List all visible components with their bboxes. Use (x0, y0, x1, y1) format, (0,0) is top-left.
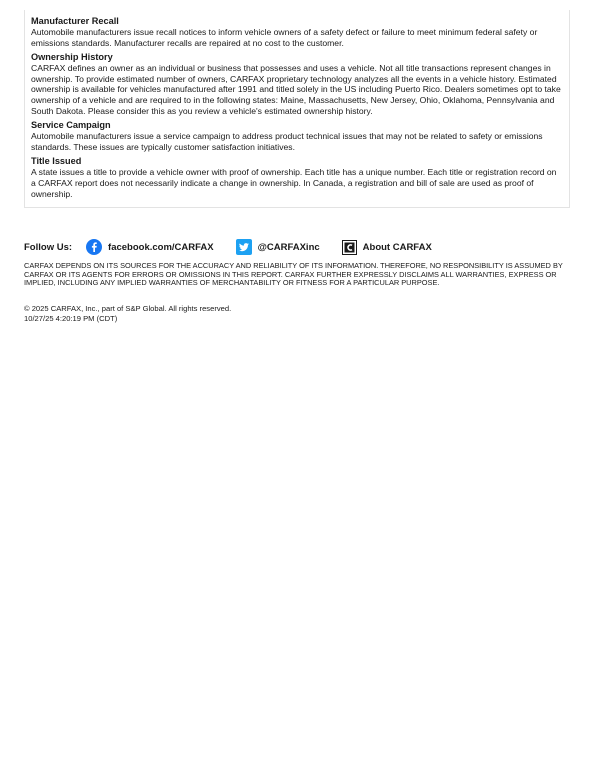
about-carfax-link[interactable] (342, 240, 432, 255)
footer-info (24, 304, 231, 323)
legal-disclaimer: CARFAX DEPENDS ON ITS SOURCES FOR THE ACCURACY AND RELIABILITY OF ITS INFORMATION. THEREFORE, NO RESPONSIBILITY IS ASSUMED BY CARFAX OR ITS AGENTS FOR ERRORS OR OMISSIONS IN THIS REPORT. CARFAX FURTHER EXPRESSLY DISCLAIMS ALL WARRANTIES, EXPRESS OR IMPLIED, INCLUDING ANY IMPLIED WARRANTIES OF MERCHANTABILITY OR FITNESS FOR A PARTICULAR PURPOSE. (24, 261, 563, 288)
copyright-text: © 2025 CARFAX, Inc., part of S&P Global. All rights reserved. (24, 304, 232, 313)
follow-us-bar (24, 238, 570, 256)
facebook-icon (86, 239, 102, 255)
twitter-link[interactable] (236, 239, 320, 255)
term-text: Automobile manufacturers issue a service campaign to address product technical issues that may not be related to safety or emissions standards. These issues are typically customer satisfaction initiatives. (31, 131, 543, 152)
term-text: Automobile manufacturers issue recall notices to inform vehicle owners of a safety defect or failure to meet minimum federal safety or emissions standards. Manufacturer recalls are repaired at no cost to the customer. (31, 27, 538, 48)
glossary-term-title-issued (31, 156, 563, 199)
follow-us-label: Follow Us: (24, 241, 73, 253)
term-title: Manufacturer Recall (31, 16, 119, 26)
report-timestamp: 10/27/25 4:20:19 PM (CDT) (24, 313, 118, 323)
term-text: CARFAX defines an owner as an individual or business that possesses and uses a vehicle. Not all title transactions represent changes in ownership. To provide estimated number of owners, CARFAX proprietary technology analyzes all the events in a vehicle history. Estimated ownership is available for vehicles manufactured after 1991 and titled solely in the US including Puerto Rico. Dealers sometimes opt to take ownership of a vehicle and are required to in the following states: Maine, Massachusetts, New Jersey, Ohio, Oklahoma, Pennsylvania and South Dakota. Please consider this as you review a vehicle's estimated ownership history. (31, 63, 561, 116)
facebook-link-text[interactable]: facebook.com/CARFAX (108, 241, 214, 253)
term-title: Service Campaign (31, 120, 111, 131)
about-carfax-text[interactable]: About CARFAX (362, 241, 432, 253)
glossary-term-manufacturer-recall (31, 16, 563, 48)
glossary-term-service-campaign (31, 120, 563, 152)
term-title: Ownership History (31, 52, 113, 63)
facebook-link[interactable] (86, 239, 214, 255)
glossary-section (24, 10, 570, 208)
twitter-icon (236, 239, 252, 255)
twitter-link-text[interactable]: @CARFAXinc (257, 241, 320, 253)
term-title: Title Issued (31, 156, 82, 167)
carfax-logo-icon (342, 240, 357, 255)
term-text: A state issues a title to provide a vehicle owner with proof of ownership. Each title has a unique number. Each title or registration record on a CARFAX report does not necessarily indicate a change in ownership. In Canada, a registration and bill of sale are used as proof of ownership. (31, 167, 557, 199)
glossary-term-ownership-history (31, 52, 563, 116)
